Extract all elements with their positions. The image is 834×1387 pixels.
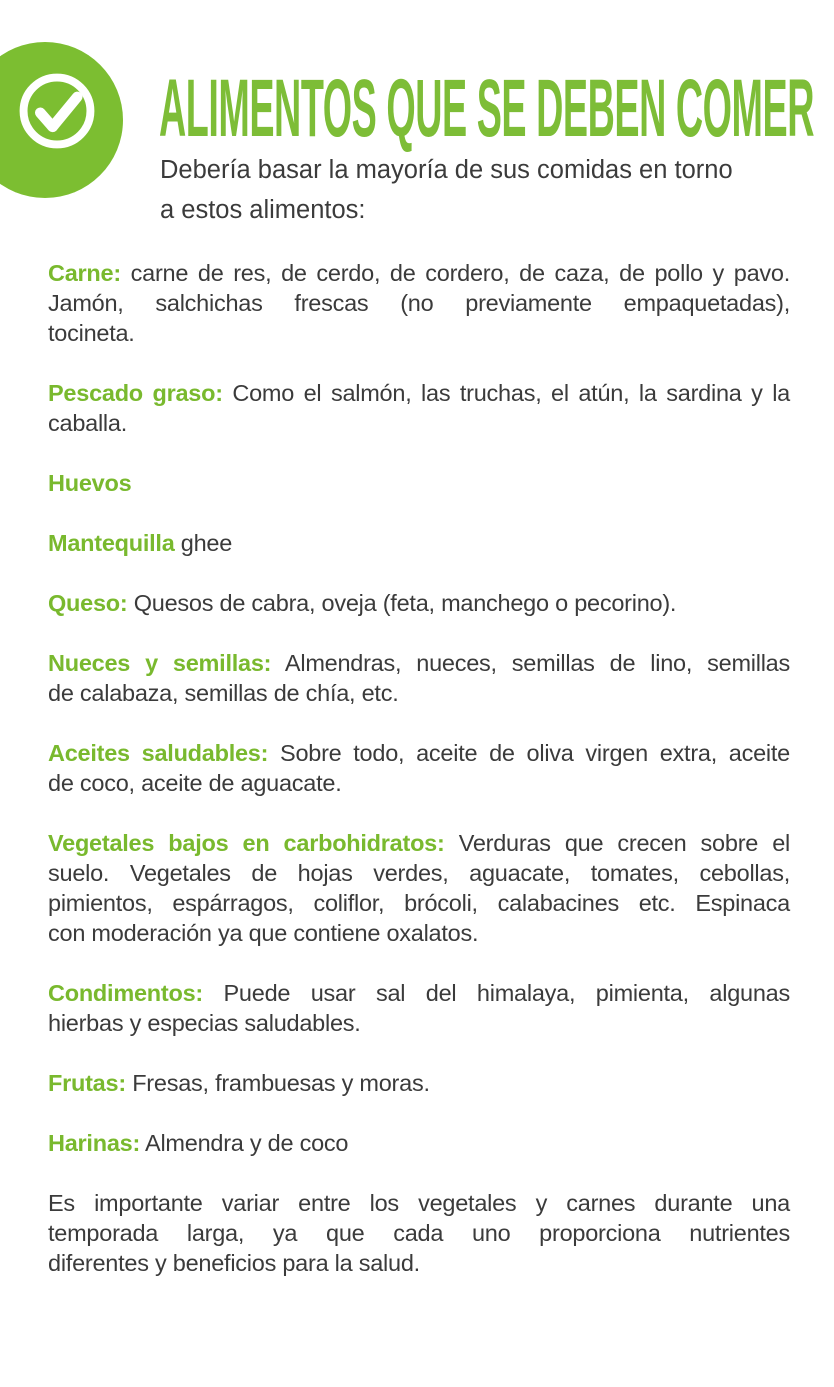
section-text: con moderación ya que contiene oxalatos.	[48, 920, 479, 946]
page-title	[159, 63, 834, 154]
section-text: tocineta.	[48, 320, 135, 346]
section-label: Harinas:	[48, 1130, 141, 1156]
text-line	[48, 918, 790, 948]
section-text: Quesos de cabra, oveja (feta, manchego o pecorino).	[133, 590, 677, 616]
food-section	[48, 978, 790, 1038]
section-text: Verduras que crecen sobre el	[458, 830, 790, 856]
food-section	[48, 738, 790, 798]
food-section	[48, 528, 790, 558]
text-line	[48, 318, 790, 348]
food-section	[48, 588, 790, 618]
text-line	[48, 858, 790, 888]
section-label: Mantequilla	[48, 530, 175, 556]
text-line	[48, 378, 790, 408]
section-text: carne de res, de cerdo, de cordero, de caza, de pollo y pavo.	[130, 260, 790, 286]
text-line	[48, 528, 790, 558]
page-title-text: ALIMENTOS QUE SE DEBEN COMER	[159, 63, 814, 154]
section-label: Frutas:	[48, 1070, 126, 1096]
food-section	[48, 258, 790, 348]
text-line	[48, 408, 790, 438]
text-line	[48, 1248, 790, 1278]
text-line	[48, 1128, 790, 1158]
section-text: ghee	[180, 530, 233, 556]
section-text: Puede usar sal del himalaya, pimienta, algunas	[223, 980, 790, 1006]
text-line	[48, 1218, 790, 1248]
section-text: diferentes y beneficios para la salud.	[48, 1250, 420, 1276]
section-label: Huevos	[48, 470, 132, 496]
text-line	[48, 588, 790, 618]
section-label: Queso:	[48, 590, 128, 616]
page-subtitle	[160, 150, 733, 230]
check-circle-badge	[0, 42, 123, 198]
section-label: Carne:	[48, 260, 121, 286]
section-text: de calabaza, semillas de chía, etc.	[48, 680, 399, 706]
food-section	[48, 828, 790, 948]
section-text: Sobre todo, aceite de oliva virgen extra, aceite	[280, 740, 790, 766]
text-line	[48, 768, 790, 798]
section-label: Pescado graso:	[48, 380, 223, 406]
text-line	[48, 1188, 790, 1218]
section-text: temporada larga, ya que cada uno proporciona nutrientes	[48, 1220, 790, 1246]
subtitle-line-2: a estos alimentos:	[160, 196, 366, 224]
section-text: suelo. Vegetales de hojas verdes, aguacate, tomates, cebollas,	[48, 860, 790, 886]
food-section	[48, 648, 790, 708]
food-section	[48, 378, 790, 438]
section-text: Como el salmón, las truchas, el atún, la sardina y la	[232, 380, 791, 406]
text-line	[48, 828, 790, 858]
text-line	[48, 888, 790, 918]
section-label: Aceites saludables:	[48, 740, 269, 766]
text-line	[48, 738, 790, 768]
section-text: Jamón, salchichas frescas (no previamente empaquetadas),	[48, 290, 790, 316]
food-sections-list	[48, 258, 790, 1278]
subtitle-line-1: Debería basar la mayoría de sus comidas en torno	[160, 156, 733, 184]
text-line	[48, 288, 790, 318]
text-line	[48, 1068, 790, 1098]
text-line	[48, 468, 790, 498]
section-text: Almendras, nueces, semillas de lino, semillas	[284, 650, 790, 676]
food-section	[48, 1128, 790, 1158]
text-line	[48, 1008, 790, 1038]
text-line	[48, 678, 790, 708]
food-section	[48, 1188, 790, 1278]
section-text: caballa.	[48, 410, 127, 436]
food-section	[48, 468, 790, 498]
section-text: Fresas, frambuesas y moras.	[132, 1070, 430, 1096]
section-label: Condimentos:	[48, 980, 203, 1006]
section-text: de coco, aceite de aguacate.	[48, 770, 342, 796]
section-label: Vegetales bajos en carbohidratos:	[48, 830, 445, 856]
section-label: Nueces y semillas:	[48, 650, 272, 676]
section-text: Almendra y de coco	[145, 1130, 349, 1156]
text-line	[48, 258, 790, 288]
text-line	[48, 648, 790, 678]
food-section	[48, 1068, 790, 1098]
check-icon	[13, 67, 101, 155]
section-text: hierbas y especias saludables.	[48, 1010, 361, 1036]
text-line	[48, 978, 790, 1008]
section-text: Es importante variar entre los vegetales y carnes durante una	[48, 1190, 790, 1216]
section-text: pimientos, espárragos, coliflor, brócoli, calabacines etc. Espinaca	[48, 890, 790, 916]
